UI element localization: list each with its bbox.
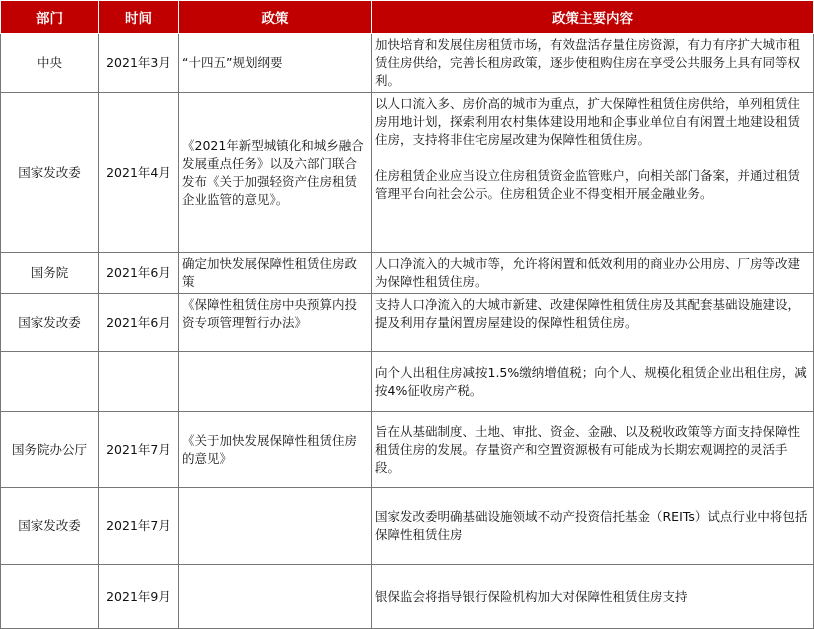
dept-cell: 国务院: [1, 253, 99, 294]
dept-cell: 中央: [1, 34, 99, 93]
time-cell: 2021年9月: [99, 565, 179, 629]
content-text: 加快培育和发展住房租赁市场，有效盘活存量住房资源，有力有序扩大城市租赁住房供给，完善长租房政策，逐步使租购住房在享受公共服务上具有同等权利。: [375, 37, 801, 88]
dept-cell: [1, 565, 99, 629]
content-cell: [372, 412, 814, 488]
content-cell: [372, 34, 814, 93]
table-row: [1, 34, 814, 93]
content-cell: [372, 93, 814, 253]
time-cell: 2021年6月: [99, 253, 179, 294]
content-cell: [372, 253, 814, 294]
dept-cell: 国务院办公厅: [1, 412, 99, 488]
content-text: 支持人口净流入的大城市新建、改建保障性租赁住房及其配套基础设施建设，提及利用存量闲置房屋建设的保障性租赁住房。: [375, 297, 801, 330]
content-text: 住房租赁企业应当设立住房租赁资金监管账户，向相关部门备案，并通过租赁管理平台向社会公示。住房租赁企业不得变相开展金融业务。: [375, 168, 801, 201]
time-cell: 2021年4月: [99, 93, 179, 253]
content-text: 银保监会将指导银行保险机构加大对保障性租赁住房支持: [375, 588, 688, 604]
policy-cell: 《保障性租赁住房中央预算内投资专项管理暂行办法》: [179, 294, 372, 352]
policy-cell: “十四五”规划纲要: [179, 34, 372, 93]
header-dept: 部门: [1, 1, 99, 34]
content-text: 旨在从基础制度、土地、审批、资金、金融、以及税收政策等方面支持保障性租赁住房的发展。存量资产和空置资源极有可能成为长期宏观调控的灵活手段。: [375, 423, 801, 475]
content-text: 国家发改委明确基础设施领域不动产投资信托基金（REITs）试点行业中将包括保障性租赁住房: [375, 509, 808, 542]
dept-cell: 国家发改委: [1, 488, 99, 565]
content-cell: [372, 488, 814, 565]
time-cell: 2021年7月: [99, 412, 179, 488]
table-row: [1, 93, 814, 253]
time-cell: 2021年6月: [99, 294, 179, 352]
content-text: 以人口流入多、房价高的城市为重点，扩大保障性租赁住房供给，单列租赁住房用地计划，探索利用农村集体建设用地和企事业单位自有闲置土地建设租赁住房，支持将非住宅房屋改建为保障性租赁住房。: [375, 96, 801, 147]
dept-cell: [1, 352, 99, 412]
content-cell: [372, 294, 814, 352]
policy-cell: 《2021年新型城镇化和城乡融合发展重点任务》以及六部门联合发布《关于加强轻资产住房租赁企业监管的意见》。: [179, 93, 372, 253]
table-row: [1, 294, 814, 352]
header-time: 时间: [99, 1, 179, 34]
policy-cell: 《关于加快发展保障性租赁住房的意见》: [179, 412, 372, 488]
header-content: 政策主要内容: [372, 1, 814, 34]
dept-cell: 国家发改委: [1, 93, 99, 253]
policy-cell: [179, 488, 372, 565]
content-cell: [372, 565, 814, 629]
policy-cell: [179, 565, 372, 629]
content-text: 人口净流入的大城市等，允许将闲置和低效利用的商业办公用房、厂房等改建为保障性租赁住房。: [375, 256, 801, 289]
dept-cell: 国家发改委: [1, 294, 99, 352]
content-text: 向个人出租住房减按1.5%缴纳增值税；向个人、规模化租赁企业出租住房，减按4%征收房产税。: [375, 364, 807, 398]
time-cell: 2021年7月: [99, 488, 179, 565]
table-row: [1, 488, 814, 565]
time-cell: [99, 352, 179, 412]
content-cell: [372, 352, 814, 412]
table-row: [1, 352, 814, 412]
policy-cell: 确定加快发展保障性租赁住房政策: [179, 253, 372, 294]
table-row: [1, 412, 814, 488]
policy-cell: [179, 352, 372, 412]
table-row: [1, 253, 814, 294]
table-header-row: [1, 1, 814, 34]
header-policy: 政策: [179, 1, 372, 34]
table-row: [1, 565, 814, 629]
time-cell: 2021年3月: [99, 34, 179, 93]
